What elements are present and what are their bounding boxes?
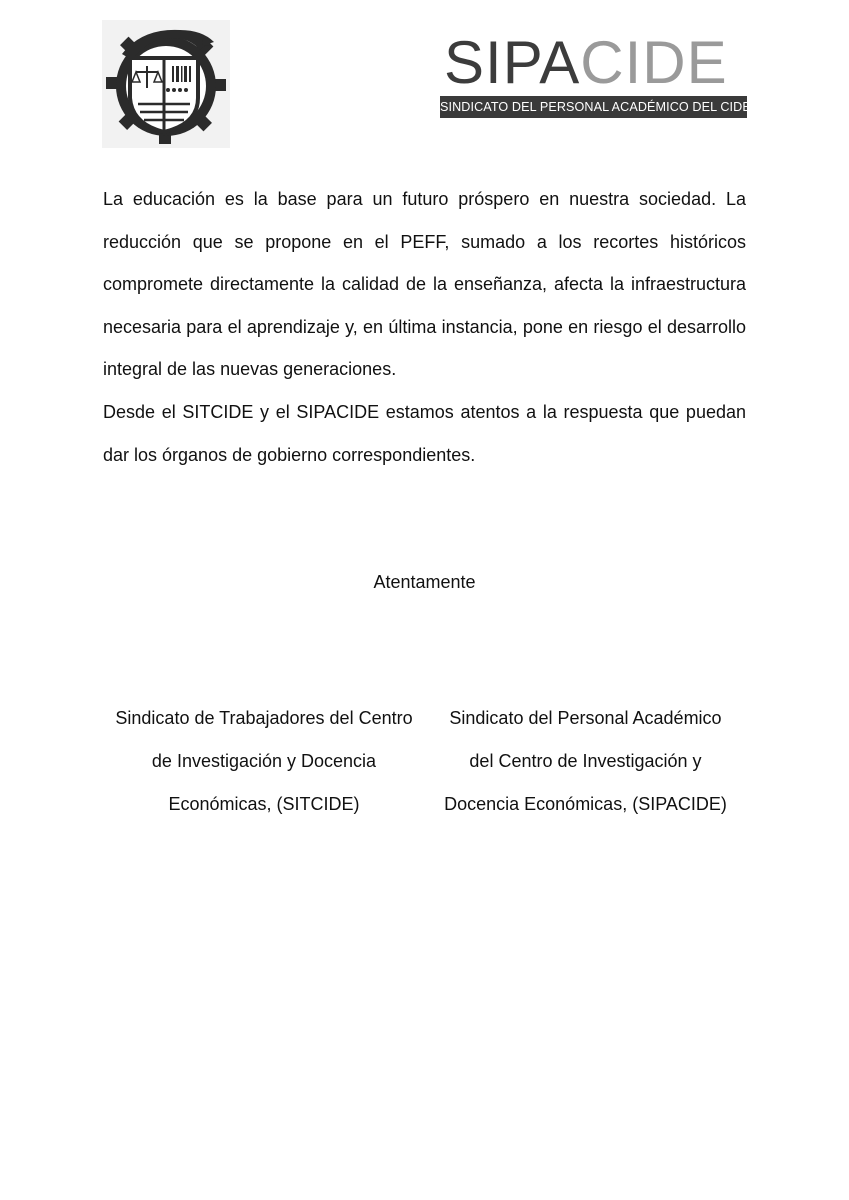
- body-paragraph: La educación es la base para un futuro próspero en nuestra sociedad. La reducción que se propone en el PEFF, sumado a los recortes históricos compromete directamente la calidad de la enseñanza, afecta la infraestructura necesaria para el aprendizaje y, en última instancia, pone en riesgo el desarrollo integral de las nuevas generaciones.: [103, 189, 746, 380]
- signature-line: Docencia Económicas, (SIPACIDE): [444, 794, 727, 814]
- letter-body: [103, 178, 746, 476]
- signature-line: del Centro de Investigación y: [469, 751, 702, 771]
- body-paragraph: Desde el SITCIDE y el SIPACIDE estamos atentos a la respuesta que puedan dar los órganos de gobierno correspondientes.: [103, 401, 746, 465]
- signature-line: Económicas, (SITCIDE): [168, 794, 360, 814]
- signature-line: Sindicato del Personal Académico: [449, 708, 722, 728]
- closing-salutation: Atentamente: [373, 572, 476, 592]
- brand-tagline: SINDICATO DEL PERSONAL ACADÉMICO DEL CIDE: [440, 96, 747, 118]
- sipacide-logo: [440, 29, 751, 118]
- signature-sipacide: [425, 697, 746, 826]
- signature-line: de Investigación y Docencia: [151, 751, 377, 771]
- union-seal-icon: [102, 20, 230, 148]
- signature-line: Sindicato de Trabajadores del Centro: [115, 708, 413, 728]
- brand-name-dark: SIPA: [444, 29, 581, 96]
- signature-sitcide: [103, 697, 425, 826]
- union-seal-logo: [102, 20, 230, 148]
- brand-wordmark: [444, 29, 746, 96]
- brand-name-light: CIDE: [580, 29, 728, 96]
